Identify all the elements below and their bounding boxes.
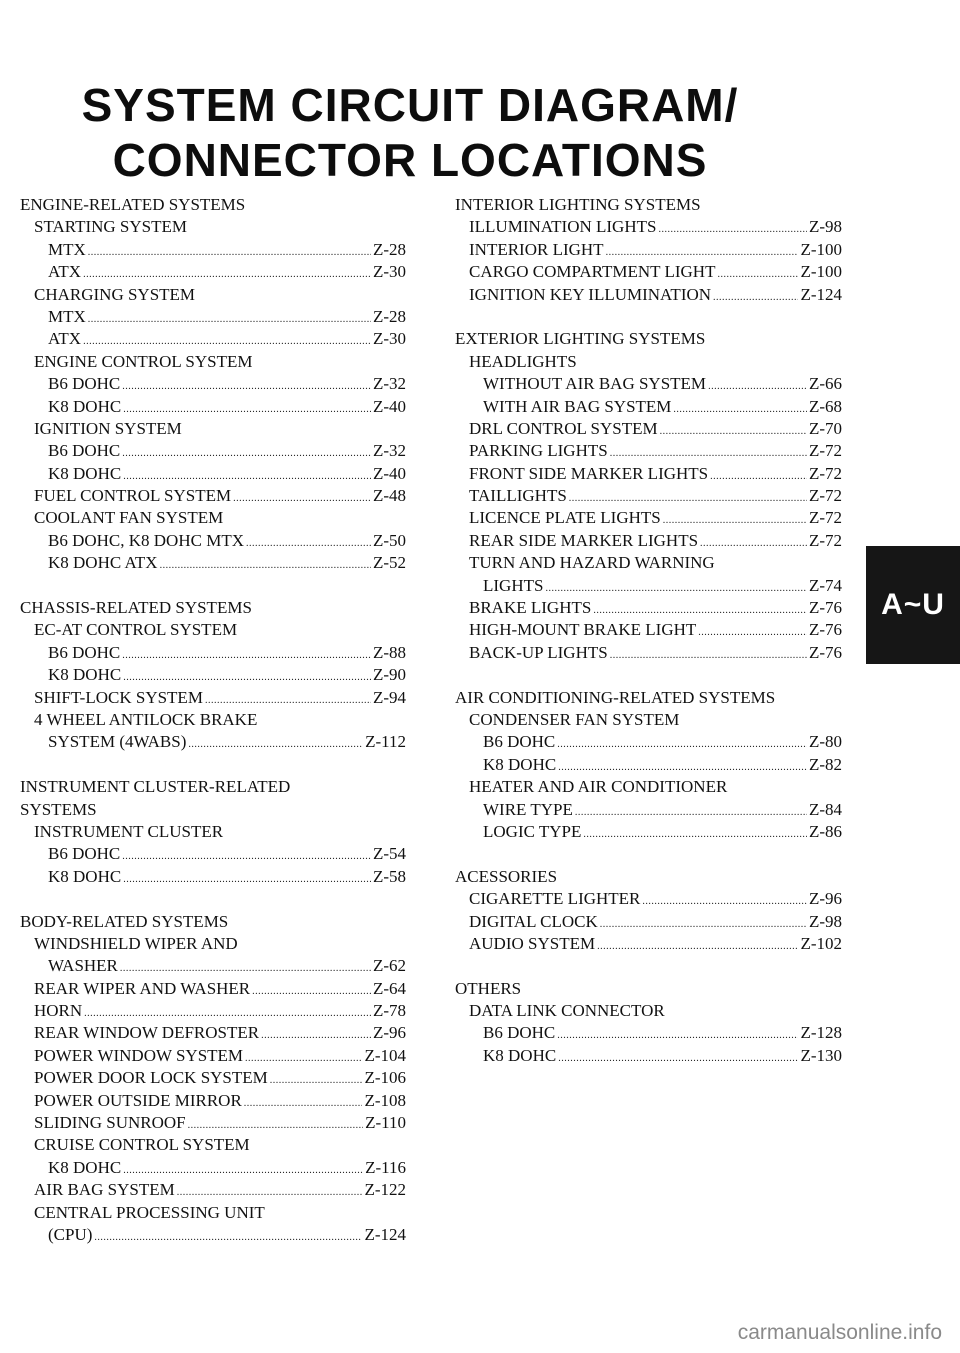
dot-leader — [642, 891, 807, 913]
toc-entry-label: SLIDING SUNROOF — [34, 1113, 186, 1133]
toc-entry-page: Z-130 — [800, 1045, 842, 1065]
dot-leader — [122, 376, 371, 398]
dot-leader — [88, 242, 371, 264]
section-heading: INSTRUMENT CLUSTER-RELATED — [20, 777, 291, 797]
toc-entry-label: REAR WIPER AND WASHER — [34, 978, 251, 998]
dot-leader — [713, 287, 798, 309]
toc-entry-label: ATX — [48, 329, 82, 349]
subsection-heading: CHARGING SYSTEM — [34, 284, 196, 304]
subsection-heading: TURN AND HAZARD WARNING — [469, 553, 715, 573]
toc-entry[interactable] — [20, 530, 406, 552]
toc-entry-label: B6 DOHC — [48, 642, 121, 662]
section-heading: OTHERS — [455, 978, 522, 998]
toc-entry-label: AIR BAG SYSTEM — [34, 1180, 175, 1200]
page-title-line-2: CONNECTOR LOCATIONS — [112, 134, 708, 186]
toc-entry[interactable] — [20, 1067, 406, 1089]
subsection-heading: COOLANT FAN SYSTEM — [34, 508, 224, 528]
toc-entry-label: AUDIO SYSTEM — [469, 933, 596, 953]
watermark-text: carmanualsonline.info — [737, 1321, 942, 1344]
dot-leader — [94, 1227, 362, 1249]
toc-entry-page: Z-86 — [808, 821, 842, 841]
dot-leader — [700, 533, 807, 555]
toc-entry-label: WITHOUT AIR BAG SYSTEM — [483, 374, 707, 394]
toc-entry-label: REAR SIDE MARKER LIGHTS — [469, 530, 699, 550]
toc-entry-page: Z-72 — [808, 463, 842, 483]
dot-leader — [557, 1025, 798, 1047]
dot-leader — [188, 734, 363, 756]
toc-entry-label: MTX — [48, 239, 86, 259]
toc-entry-page: Z-76 — [808, 642, 842, 662]
dot-leader — [88, 309, 371, 331]
toc-entry-label: K8 DOHC — [48, 665, 122, 685]
dot-leader — [246, 533, 371, 555]
toc-entry-page: Z-70 — [808, 418, 842, 438]
toc-entry[interactable] — [455, 731, 842, 753]
toc-entry[interactable] — [455, 911, 842, 933]
toc-entry-label: INTERIOR LIGHT — [469, 239, 604, 259]
toc-entry[interactable] — [455, 485, 842, 507]
toc-entry[interactable] — [455, 799, 842, 821]
toc-entry-label: B6 DOHC — [48, 441, 121, 461]
subsection-heading: STARTING SYSTEM — [34, 217, 187, 237]
section-heading: ENGINE-RELATED SYSTEMS — [20, 195, 246, 214]
section-spacer — [20, 888, 406, 910]
toc-entry[interactable] — [20, 664, 406, 686]
dot-leader — [160, 555, 371, 577]
toc-entry-label: K8 DOHC — [48, 1157, 122, 1177]
toc-entry-page: Z-66 — [808, 374, 842, 394]
toc-entry[interactable] — [20, 1022, 406, 1044]
dot-leader — [122, 645, 371, 667]
toc-entry[interactable] — [455, 463, 842, 485]
dot-leader — [717, 264, 798, 286]
section-heading: INTERIOR LIGHTING SYSTEMS — [455, 195, 701, 214]
toc-entry-label: LICENCE PLATE LIGHTS — [469, 508, 661, 528]
toc-right-column — [455, 194, 842, 1067]
toc-entry[interactable] — [20, 485, 406, 507]
toc-entry-page: Z-98 — [808, 217, 842, 237]
dot-leader — [557, 734, 807, 756]
toc-entry-label: B6 DOHC, K8 DOHC MTX — [48, 530, 244, 550]
toc-entry[interactable] — [20, 306, 406, 328]
section-spacer — [20, 754, 406, 776]
toc-entry-label: LIGHTS — [483, 575, 544, 595]
toc-entry[interactable] — [455, 597, 842, 619]
toc-entry-label: (CPU) — [48, 1224, 93, 1244]
subsection-heading: CENTRAL PROCESSING UNIT — [34, 1202, 265, 1222]
toc-entry-page: Z-90 — [372, 665, 406, 685]
toc-entry[interactable] — [20, 440, 406, 462]
toc-entry-page: Z-40 — [372, 396, 406, 416]
toc-entry-page: Z-76 — [808, 620, 842, 640]
toc-entry-label: FRONT SIDE MARKER LIGHTS — [469, 463, 709, 483]
toc-entry-label: K8 DOHC — [483, 754, 557, 774]
toc-entry[interactable] — [20, 396, 406, 418]
toc-entry-label: WITH AIR BAG SYSTEM — [483, 396, 672, 416]
toc-entry-label: ATX — [48, 262, 82, 282]
toc-entry-page: Z-122 — [364, 1180, 406, 1200]
toc-entry-label: BRAKE LIGHTS — [469, 598, 592, 618]
toc-entry-page: Z-78 — [372, 1001, 406, 1021]
toc-entry[interactable] — [20, 1179, 406, 1201]
dot-leader — [583, 824, 807, 846]
subsection-heading: HEATER AND AIR CONDITIONER — [469, 777, 728, 797]
toc-entry[interactable] — [20, 1224, 406, 1246]
page-title — [0, 78, 820, 188]
dot-leader — [233, 488, 371, 510]
subsection-heading: IGNITION SYSTEM — [34, 418, 182, 438]
section-heading: BODY-RELATED SYSTEMS — [20, 911, 229, 931]
toc-entry-page: Z-104 — [364, 1045, 406, 1065]
toc-entry-label: B6 DOHC — [483, 732, 556, 752]
toc-entry[interactable] — [455, 239, 842, 261]
dot-leader — [261, 1025, 371, 1047]
toc-entry-label: SYSTEM (4WABS) — [48, 732, 187, 752]
toc-entry-label: K8 DOHC — [48, 463, 122, 483]
toc-entry-page: Z-48 — [372, 486, 406, 506]
toc-entry[interactable] — [20, 1157, 406, 1179]
toc-entry-label: LOGIC TYPE — [483, 821, 582, 841]
page-title-line-1: SYSTEM CIRCUIT DIAGRAM/ — [81, 79, 739, 131]
toc-entry-page: Z-124 — [800, 284, 842, 304]
toc-entry[interactable] — [20, 731, 406, 753]
toc-entry[interactable] — [20, 239, 406, 261]
subsection-heading: DATA LINK CONNECTOR — [469, 1001, 665, 1021]
toc-entry-label: DRL CONTROL SYSTEM — [469, 418, 658, 438]
dot-leader — [122, 846, 371, 868]
toc-entry-label: BACK-UP LIGHTS — [469, 642, 608, 662]
toc-entry[interactable] — [20, 687, 406, 709]
dot-leader — [610, 645, 807, 667]
subsection-heading: ENGINE CONTROL SYSTEM — [34, 351, 253, 371]
toc-entry-label: WIRE TYPE — [483, 799, 573, 819]
toc-entry[interactable] — [20, 1000, 406, 1022]
toc-entry-page: Z-84 — [808, 799, 842, 819]
toc-entry-page: Z-54 — [372, 844, 406, 864]
toc-entry-label: B6 DOHC — [483, 1023, 556, 1043]
toc-entry-page: Z-102 — [800, 933, 842, 953]
dot-leader — [122, 443, 371, 465]
dot-leader — [252, 981, 371, 1003]
toc-entry[interactable] — [20, 978, 406, 1000]
toc-entry-label: REAR WINDOW DEFROSTER — [34, 1023, 260, 1043]
toc-entry-label: MTX — [48, 306, 86, 326]
toc-entry[interactable] — [455, 284, 842, 306]
dot-leader — [660, 421, 807, 443]
toc-entry[interactable] — [20, 261, 406, 283]
toc-entry-page: Z-28 — [372, 239, 406, 259]
toc-entry-page: Z-82 — [808, 754, 842, 774]
toc-entry-page: Z-100 — [800, 262, 842, 282]
toc-entry-label: POWER WINDOW SYSTEM — [34, 1045, 244, 1065]
dot-leader — [698, 622, 807, 644]
section-spacer — [455, 306, 842, 328]
toc-entry[interactable] — [20, 955, 406, 977]
toc-entry-page: Z-58 — [372, 866, 406, 886]
toc-entry-page: Z-100 — [800, 239, 842, 259]
dot-leader — [600, 914, 807, 936]
toc-entry-label: DIGITAL CLOCK — [469, 911, 598, 931]
toc-entry[interactable] — [455, 1045, 842, 1067]
toc-entry[interactable] — [455, 261, 842, 283]
dot-leader — [658, 219, 807, 241]
toc-entry-label: CARGO COMPARTMENT LIGHT — [469, 262, 716, 282]
subsection-heading: HEADLIGHTS — [469, 351, 577, 371]
toc-entry-page: Z-124 — [364, 1224, 406, 1244]
dot-leader — [558, 1048, 798, 1070]
toc-entry-label: HORN — [34, 1001, 83, 1021]
toc-entry-page: Z-112 — [365, 732, 406, 752]
toc-entry-page: Z-128 — [800, 1023, 842, 1043]
toc-entry-page: Z-94 — [372, 687, 406, 707]
toc-entry-page: Z-64 — [372, 978, 406, 998]
toc-entry[interactable] — [455, 933, 842, 955]
toc-entry-label: TAILLIGHTS — [469, 486, 567, 506]
section-spacer — [455, 955, 842, 977]
subsection-heading: INSTRUMENT CLUSTER — [34, 821, 224, 841]
toc-entry-label: IGNITION KEY ILLUMINATION — [469, 284, 712, 304]
toc-entry-page: Z-106 — [364, 1068, 406, 1088]
dot-leader — [710, 466, 807, 488]
toc-entry[interactable] — [455, 440, 842, 462]
toc-entry-label: ILLUMINATION LIGHTS — [469, 217, 657, 237]
toc-entry[interactable] — [20, 843, 406, 865]
toc-entry[interactable] — [455, 642, 842, 664]
toc-entry-page: Z-28 — [372, 306, 406, 326]
toc-entry-page: Z-110 — [365, 1113, 406, 1133]
subsection-heading: WINDSHIELD WIPER AND — [34, 933, 238, 953]
subsection-heading: CRUISE CONTROL SYSTEM — [34, 1135, 250, 1155]
subsection-heading: CONDENSER FAN SYSTEM — [469, 709, 680, 729]
toc-entry[interactable] — [455, 373, 842, 395]
toc-entry-page: Z-68 — [808, 396, 842, 416]
dot-leader — [270, 1070, 363, 1092]
toc-entry[interactable] — [455, 1022, 842, 1044]
toc-entry[interactable] — [20, 328, 406, 350]
toc-entry[interactable] — [20, 552, 406, 574]
dot-leader — [244, 1093, 363, 1115]
toc-entry-label: POWER OUTSIDE MIRROR — [34, 1090, 242, 1110]
toc-entry[interactable] — [455, 754, 842, 776]
toc-entry-page: Z-52 — [372, 553, 406, 573]
toc-entry-label: SHIFT-LOCK SYSTEM — [34, 687, 203, 707]
toc-entry[interactable] — [455, 216, 842, 238]
toc-entry-label: B6 DOHC — [48, 374, 121, 394]
dot-leader — [708, 376, 807, 398]
toc-entry-page: Z-72 — [808, 530, 842, 550]
section-heading: AIR CONDITIONING-RELATED SYSTEMS — [455, 687, 776, 707]
toc-entry[interactable] — [455, 418, 842, 440]
section-tab[interactable]: A~U — [866, 546, 960, 664]
toc-entry[interactable] — [20, 373, 406, 395]
toc-entry-label: CIGARETTE LIGHTER — [469, 889, 641, 909]
toc-entry-page: Z-96 — [372, 1023, 406, 1043]
section-heading: EXTERIOR LIGHTING SYSTEMS — [455, 329, 706, 349]
toc-left-column — [20, 194, 406, 1246]
toc-entry-page: Z-72 — [808, 508, 842, 528]
section-heading: SYSTEMS — [20, 799, 97, 819]
toc-entry-page: Z-80 — [808, 732, 842, 752]
toc-entry-page: Z-32 — [372, 441, 406, 461]
toc-entry-page: Z-88 — [372, 642, 406, 662]
toc-entry-label: K8 DOHC — [483, 1045, 557, 1065]
toc-entry[interactable] — [20, 1112, 406, 1134]
toc-entry-page: Z-50 — [372, 530, 406, 550]
toc-entry[interactable] — [20, 463, 406, 485]
toc-entry[interactable] — [455, 888, 842, 910]
toc-entry-page: Z-30 — [372, 262, 406, 282]
toc-entry-page: Z-98 — [808, 911, 842, 931]
dot-leader — [123, 869, 371, 891]
toc-entry-page: Z-116 — [365, 1157, 406, 1177]
toc-entry-label: K8 DOHC — [48, 396, 122, 416]
toc-entry[interactable] — [20, 1045, 406, 1067]
toc-entry-page: Z-108 — [364, 1090, 406, 1110]
toc-entry-label: K8 DOHC ATX — [48, 553, 158, 573]
toc-entry-label: WASHER — [48, 956, 118, 976]
toc-entry[interactable] — [20, 866, 406, 888]
section-spacer — [455, 843, 842, 865]
toc-entry-label: POWER DOOR LOCK SYSTEM — [34, 1068, 268, 1088]
toc-entry[interactable] — [455, 507, 842, 529]
toc-entry[interactable] — [20, 1090, 406, 1112]
section-heading: CHASSIS-RELATED SYSTEMS — [20, 598, 252, 618]
toc-entry-page: Z-32 — [372, 374, 406, 394]
toc-entry[interactable] — [455, 619, 842, 641]
toc-entry[interactable] — [455, 396, 842, 418]
toc-entry-page: Z-72 — [808, 486, 842, 506]
dot-leader — [575, 802, 807, 824]
toc-entry[interactable] — [455, 821, 842, 843]
dot-leader — [673, 399, 807, 421]
toc-entry-page: Z-30 — [372, 329, 406, 349]
subsection-heading: 4 WHEEL ANTILOCK BRAKE — [34, 709, 258, 729]
toc-entry-label: B6 DOHC — [48, 844, 121, 864]
section-spacer — [455, 664, 842, 686]
section-heading: ACESSORIES — [455, 866, 558, 886]
toc-entry-label: K8 DOHC — [48, 866, 122, 886]
toc-entry-page: Z-62 — [372, 956, 406, 976]
toc-entry-page: Z-72 — [808, 441, 842, 461]
toc-entry-page: Z-96 — [808, 889, 842, 909]
section-spacer — [20, 575, 406, 597]
toc-entry-page: Z-74 — [808, 575, 842, 595]
toc-entry-page: Z-40 — [372, 463, 406, 483]
toc-entry-label: FUEL CONTROL SYSTEM — [34, 486, 232, 506]
toc-entry-label: PARKING LIGHTS — [469, 441, 608, 461]
subsection-heading: EC-AT CONTROL SYSTEM — [34, 620, 238, 640]
toc-entry[interactable] — [455, 530, 842, 552]
toc-entry-label: HIGH-MOUNT BRAKE LIGHT — [469, 620, 697, 640]
dot-leader — [597, 936, 798, 958]
toc-entry[interactable] — [455, 575, 842, 597]
toc-entry[interactable] — [20, 642, 406, 664]
toc-entry-page: Z-76 — [808, 598, 842, 618]
